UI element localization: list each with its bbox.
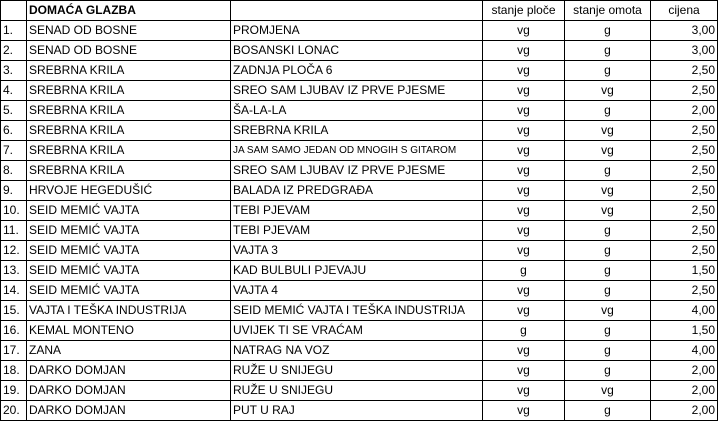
cell-num[interactable]: 10.	[1, 201, 27, 221]
cell-title[interactable]: SREBRNA KRILA	[231, 121, 483, 141]
cell-cover-state[interactable]: vg	[565, 301, 651, 321]
cell-title[interactable]: RUŽE U SNIJEGU	[231, 361, 483, 381]
cell-artist[interactable]: SREBRNA KRILA	[27, 121, 231, 141]
cell-record-state[interactable]: vg	[483, 141, 565, 161]
cell-record-state[interactable]: vg	[483, 161, 565, 181]
cell-record-state[interactable]: vg	[483, 201, 565, 221]
cell-artist[interactable]: KEMAL MONTENO	[27, 321, 231, 341]
cell-artist[interactable]: DARKO DOMJAN	[27, 361, 231, 381]
cell-price[interactable]: 2,50	[651, 61, 718, 81]
cell-artist[interactable]: SREBRNA KRILA	[27, 61, 231, 81]
table-row	[1, 101, 718, 121]
cell-record-state[interactable]: vg	[483, 281, 565, 301]
cell-record-state[interactable]: g	[483, 261, 565, 281]
cell-title[interactable]: PUT U RAJ	[231, 401, 483, 421]
cell-record-state[interactable]: vg	[483, 61, 565, 81]
cell-title[interactable]: ŠA-LA-LA	[231, 101, 483, 121]
cell-num[interactable]: 4.	[1, 81, 27, 101]
cell-record-state[interactable]: vg	[483, 361, 565, 381]
cell-title[interactable]: RUŽE U SNIJEGU	[231, 381, 483, 401]
cell-cover-state[interactable]: vg	[565, 141, 651, 161]
cell-artist[interactable]: SEID MEMIĆ VAJTA	[27, 221, 231, 241]
cell-num[interactable]: 6.	[1, 121, 27, 141]
cell-num[interactable]: 1.	[1, 21, 27, 41]
cell-record-state[interactable]: vg	[483, 301, 565, 321]
cell-artist[interactable]: SREBRNA KRILA	[27, 101, 231, 121]
cell-num[interactable]: 5.	[1, 101, 27, 121]
table-row	[1, 41, 718, 61]
cell-title[interactable]: KAD BULBULI PJEVAJU	[231, 261, 483, 281]
cell-cover-state[interactable]: g	[565, 221, 651, 241]
cell-cover-state[interactable]: g	[565, 161, 651, 181]
table-row	[1, 261, 718, 281]
cell-cover-state[interactable]: g	[565, 341, 651, 361]
table-row	[1, 241, 718, 261]
cell-price[interactable]: 2,50	[651, 81, 718, 101]
cell-title[interactable]: SREO SAM LJUBAV IZ PRVE PJESME	[231, 81, 483, 101]
cell-cover-state[interactable]: g	[565, 61, 651, 81]
cell-record-state[interactable]: g	[483, 321, 565, 341]
cell-title[interactable]: BOSANSKI LONAC	[231, 41, 483, 61]
header-title[interactable]	[231, 1, 483, 21]
cell-artist[interactable]: DARKO DOMJAN	[27, 401, 231, 421]
table-row	[1, 381, 718, 401]
cell-price[interactable]: 2,00	[651, 381, 718, 401]
table-row	[1, 361, 718, 381]
cell-price[interactable]: 2,00	[651, 361, 718, 381]
cell-record-state[interactable]: vg	[483, 381, 565, 401]
cell-num[interactable]: 8.	[1, 161, 27, 181]
cell-cover-state[interactable]: vg	[565, 201, 651, 221]
header-num[interactable]	[1, 1, 27, 21]
cell-record-state[interactable]: vg	[483, 401, 565, 421]
cell-title[interactable]: TEBI PJEVAM	[231, 221, 483, 241]
table-row	[1, 81, 718, 101]
cell-record-state[interactable]: vg	[483, 181, 565, 201]
cell-artist[interactable]: VAJTA I TEŠKA INDUSTRIJA	[27, 301, 231, 321]
cell-price[interactable]: 2,50	[651, 241, 718, 261]
cell-title[interactable]: NATRAG NA VOZ	[231, 341, 483, 361]
cell-price[interactable]: 3,00	[651, 21, 718, 41]
cell-price[interactable]: 2,50	[651, 141, 718, 161]
cell-record-state[interactable]: vg	[483, 101, 565, 121]
cell-cover-state[interactable]: g	[565, 321, 651, 341]
cell-artist[interactable]: ZANA	[27, 341, 231, 361]
cell-cover-state[interactable]: vg	[565, 181, 651, 201]
cell-title[interactable]: VAJTA 3	[231, 241, 483, 261]
cell-num[interactable]: 14.	[1, 281, 27, 301]
cell-cover-state[interactable]: g	[565, 401, 651, 421]
table-row	[1, 341, 718, 361]
cell-artist[interactable]: SENAD OD BOSNE	[27, 41, 231, 61]
cell-title[interactable]: SEID MEMIĆ VAJTA I TEŠKA INDUSTRIJA	[231, 301, 483, 321]
table-row	[1, 121, 718, 141]
table-row	[1, 201, 718, 221]
cell-cover-state[interactable]: vg	[565, 81, 651, 101]
cell-artist[interactable]: SREBRNA KRILA	[27, 141, 231, 161]
cell-num[interactable]: 18.	[1, 361, 27, 381]
cell-price[interactable]: 1,50	[651, 261, 718, 281]
cell-record-state[interactable]: vg	[483, 221, 565, 241]
cell-price[interactable]: 2,50	[651, 161, 718, 181]
table-row	[1, 321, 718, 341]
cell-cover-state[interactable]: g	[565, 41, 651, 61]
cell-record-state[interactable]: vg	[483, 241, 565, 261]
table-row	[1, 181, 718, 201]
cell-num[interactable]: 15.	[1, 301, 27, 321]
cell-num[interactable]: 9.	[1, 181, 27, 201]
cell-title[interactable]: SREO SAM LJUBAV IZ PRVE PJESME	[231, 161, 483, 181]
cell-num[interactable]: 19.	[1, 381, 27, 401]
cell-price[interactable]: 2,50	[651, 181, 718, 201]
cell-price[interactable]: 1,50	[651, 321, 718, 341]
cell-record-state[interactable]: vg	[483, 121, 565, 141]
cell-num[interactable]: 12.	[1, 241, 27, 261]
cell-cover-state[interactable]: g	[565, 241, 651, 261]
cell-artist[interactable]: SEID MEMIĆ VAJTA	[27, 241, 231, 261]
cell-price[interactable]: 2,00	[651, 401, 718, 421]
cell-cover-state[interactable]: vg	[565, 381, 651, 401]
table-row	[1, 61, 718, 81]
cell-title[interactable]: ZADNJA PLOČA 6	[231, 61, 483, 81]
cell-price[interactable]: 3,00	[651, 41, 718, 61]
cell-cover-state[interactable]: g	[565, 361, 651, 381]
cell-artist[interactable]: SEID MEMIĆ VAJTA	[27, 201, 231, 221]
cell-cover-state[interactable]: g	[565, 101, 651, 121]
cell-cover-state[interactable]: g	[565, 21, 651, 41]
table-row	[1, 281, 718, 301]
cell-num[interactable]: 20.	[1, 401, 27, 421]
cell-num[interactable]: 11.	[1, 221, 27, 241]
header-price[interactable]: cijena	[651, 1, 718, 21]
cell-artist[interactable]: DARKO DOMJAN	[27, 381, 231, 401]
cell-artist[interactable]: SEID MEMIĆ VAJTA	[27, 261, 231, 281]
cell-title[interactable]: UVIJEK TI SE VRAĆAM	[231, 321, 483, 341]
cell-price[interactable]: 2,50	[651, 281, 718, 301]
cell-title[interactable]: TEBI PJEVAM	[231, 201, 483, 221]
cell-artist[interactable]: SENAD OD BOSNE	[27, 21, 231, 41]
cell-price[interactable]: 2,50	[651, 221, 718, 241]
header-cover-state[interactable]: stanje omota	[565, 1, 651, 21]
table-row	[1, 141, 718, 161]
cell-price[interactable]: 2,50	[651, 201, 718, 221]
cell-record-state[interactable]: vg	[483, 21, 565, 41]
header-artist[interactable]: DOMAĆA GLAZBA	[27, 1, 231, 21]
cell-num[interactable]: 2.	[1, 41, 27, 61]
cell-num[interactable]: 17.	[1, 341, 27, 361]
cell-artist[interactable]: SEID MEMIĆ VAJTA	[27, 281, 231, 301]
cell-title[interactable]: JA SAM SAMO JEDAN OD MNOGIH S GITAROM	[231, 141, 483, 161]
cell-price[interactable]: 2,00	[651, 101, 718, 121]
cell-artist[interactable]: HRVOJE HEGEDUŠIĆ	[27, 181, 231, 201]
header-record-state[interactable]: stanje ploče	[483, 1, 565, 21]
cell-artist[interactable]: SREBRNA KRILA	[27, 161, 231, 181]
cell-record-state[interactable]: vg	[483, 41, 565, 61]
cell-record-state[interactable]: vg	[483, 341, 565, 361]
cell-cover-state[interactable]: g	[565, 261, 651, 281]
table-row	[1, 401, 718, 421]
cell-price[interactable]: 2,50	[651, 121, 718, 141]
cell-artist[interactable]: SREBRNA KRILA	[27, 81, 231, 101]
cell-price[interactable]: 4,00	[651, 301, 718, 321]
cell-cover-state[interactable]: vg	[565, 121, 651, 141]
cell-num[interactable]: 16.	[1, 321, 27, 341]
cell-num[interactable]: 13.	[1, 261, 27, 281]
cell-title[interactable]: PROMJENA	[231, 21, 483, 41]
cell-record-state[interactable]: vg	[483, 81, 565, 101]
cell-num[interactable]: 3.	[1, 61, 27, 81]
table-row	[1, 221, 718, 241]
cell-cover-state[interactable]: g	[565, 281, 651, 301]
table-row	[1, 21, 718, 41]
cell-num[interactable]: 7.	[1, 141, 27, 161]
table-row	[1, 161, 718, 181]
cell-title[interactable]: BALADA IZ PREDGRAĐA	[231, 181, 483, 201]
table-row	[1, 301, 718, 321]
cell-price[interactable]: 4,00	[651, 341, 718, 361]
cell-title[interactable]: VAJTA 4	[231, 281, 483, 301]
header-row	[1, 1, 718, 21]
